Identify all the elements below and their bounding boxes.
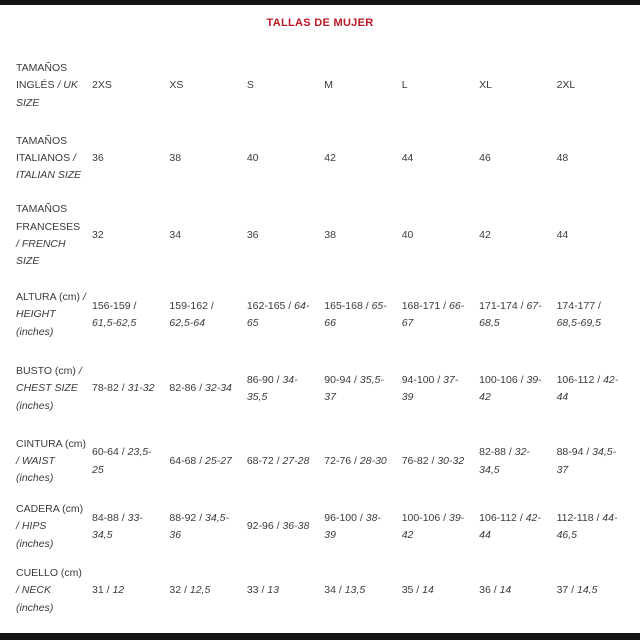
row-label-spanish: CUELLO (cm) xyxy=(16,567,82,580)
cell-value-cm: 72-76 / xyxy=(324,454,360,467)
cell-value-cm: 60-64 / xyxy=(92,446,128,459)
row-label-spanish: TAMAÑOS INGLÉS xyxy=(16,62,68,92)
row-label-english: / WAIST (inches) xyxy=(16,454,55,485)
table-cell xyxy=(247,518,324,535)
table-cell xyxy=(479,510,556,545)
cell-value-inches: 34,5-37 xyxy=(556,446,617,476)
cell-value-cm: 171-174 / xyxy=(479,299,527,312)
cell-value-cm: L xyxy=(401,79,408,92)
cell-value-inches: 12,5 xyxy=(189,584,211,597)
table-row xyxy=(16,278,634,352)
row-label-english: / CHEST SIZE (inches) xyxy=(16,365,82,412)
cell-value-cm: 82-88 / xyxy=(479,446,515,459)
cell-value-inches: 61,5-62,5 xyxy=(92,317,137,329)
cell-value-cm: 64-68 / xyxy=(169,454,206,467)
cell-value-cm: 76-82 / xyxy=(401,454,438,467)
cell-value-cm: 165-168 / xyxy=(324,299,372,312)
cell-value-inches: 32-34 xyxy=(205,382,232,395)
size-table xyxy=(0,49,640,625)
row-label xyxy=(16,289,92,341)
table-cell xyxy=(169,582,246,599)
cell-value-cm: 156-159 / xyxy=(92,299,137,312)
cell-value-inches: 39-42 xyxy=(479,373,542,403)
cell-value-cm: 36 xyxy=(246,229,259,242)
cell-value-inches: 27-28 xyxy=(282,454,310,467)
table-row xyxy=(16,557,634,625)
table-cell xyxy=(479,372,556,407)
table-cell xyxy=(247,150,324,167)
cell-value-inches: 14 xyxy=(499,584,512,597)
table-row xyxy=(16,352,634,426)
cell-value-cm: 32 / xyxy=(169,584,190,597)
row-label-english: / NECK (inches) xyxy=(16,584,54,614)
cell-value-inches: 30-32 xyxy=(437,454,465,467)
row-label-english: / ITALIAN SIZE xyxy=(16,151,82,182)
cell-value-cm: 82-86 / xyxy=(169,382,206,395)
cell-value-cm: 34 xyxy=(169,229,182,242)
table-cell xyxy=(402,453,479,470)
cell-value-cm: 31 / xyxy=(92,584,113,597)
row-label xyxy=(16,60,92,112)
table-cell xyxy=(557,372,634,407)
table-row xyxy=(16,49,634,123)
row-label-english: / FRENCH SIZE xyxy=(16,238,66,268)
table-cell xyxy=(557,582,634,599)
top-border xyxy=(0,0,640,5)
table-row xyxy=(16,426,634,497)
table-cell xyxy=(402,372,479,407)
cell-value-inches: 39-42 xyxy=(401,511,465,541)
table-cell xyxy=(479,444,556,479)
cell-value-cm: 38 xyxy=(324,229,336,242)
cell-value-cm: 106-112 / xyxy=(479,511,526,524)
table-cell xyxy=(557,77,634,94)
cell-value-cm: 94-100 / xyxy=(401,373,444,386)
table-cell xyxy=(324,510,401,545)
cell-value-inches: 28-30 xyxy=(359,454,387,467)
table-cell xyxy=(402,582,479,599)
row-label xyxy=(16,436,92,488)
table-cell xyxy=(479,298,556,333)
table-cell xyxy=(169,227,246,244)
cell-value-cm: 44 xyxy=(401,151,414,164)
table-cell xyxy=(324,150,401,167)
cell-value-cm: 37 / xyxy=(556,584,577,597)
table-cell xyxy=(169,510,246,545)
table-cell xyxy=(479,150,556,167)
table-cell xyxy=(169,380,246,397)
table-cell xyxy=(324,227,401,244)
cell-value-inches: 36-38 xyxy=(282,520,310,533)
table-cell xyxy=(557,150,634,167)
page-title: TALLAS DE MUJER xyxy=(266,17,374,29)
cell-value-cm: XS xyxy=(169,79,184,92)
cell-value-cm: 162-165 / xyxy=(246,299,295,312)
table-cell xyxy=(169,298,246,333)
cell-value-inches: 62,5-64 xyxy=(169,317,206,329)
cell-value-cm: 78-82 / xyxy=(92,382,128,395)
table-row xyxy=(16,497,634,557)
bottom-border xyxy=(0,633,640,640)
table-cell xyxy=(247,372,324,407)
cell-value-inches: 37-39 xyxy=(401,373,459,403)
row-label xyxy=(16,133,92,185)
cell-value-inches: 65-66 xyxy=(324,299,387,329)
table-cell xyxy=(92,298,169,333)
table-cell xyxy=(479,582,556,599)
cell-value-inches: 12 xyxy=(112,584,125,597)
cell-value-cm: 174-177 / xyxy=(556,299,601,312)
table-cell xyxy=(92,444,169,479)
cell-value-inches: 14 xyxy=(422,584,434,597)
cell-value-cm: 32 xyxy=(92,229,104,242)
cell-value-cm: 38 xyxy=(169,151,182,164)
cell-value-cm: 34 / xyxy=(324,584,345,597)
row-label-english: / UK SIZE xyxy=(16,79,78,109)
cell-value-inches: 32-34,5 xyxy=(479,446,530,476)
table-cell xyxy=(92,77,169,94)
table-cell xyxy=(247,298,324,333)
cell-value-cm: 33 / xyxy=(246,584,268,597)
cell-value-cm: 90-94 / xyxy=(324,373,360,386)
cell-value-inches: 34-35,5 xyxy=(246,373,298,403)
table-cell xyxy=(402,510,479,545)
table-cell xyxy=(169,77,246,94)
table-cell xyxy=(324,453,401,470)
cell-value-cm: 2XL xyxy=(556,79,576,92)
table-cell xyxy=(402,77,479,94)
table-cell xyxy=(247,453,324,470)
table-cell xyxy=(324,77,401,94)
row-label-spanish: CADERA (cm) xyxy=(16,503,84,516)
table-cell xyxy=(92,582,169,599)
cell-value-inches: 25-27 xyxy=(205,454,232,467)
cell-value-cm: 36 / xyxy=(479,584,500,597)
cell-value-cm: 36 xyxy=(92,151,104,164)
row-label-spanish: TAMAÑOS FRANCESES xyxy=(16,203,81,233)
cell-value-inches: 23,5-25 xyxy=(92,446,152,476)
cell-value-cm: 86-90 / xyxy=(246,373,283,386)
cell-value-inches: 66-67 xyxy=(401,299,465,329)
row-label-spanish: TAMAÑOS ITALIANOS xyxy=(16,134,73,164)
table-cell xyxy=(557,444,634,479)
table-row xyxy=(16,123,634,194)
cell-value-inches: 44-46,5 xyxy=(556,511,618,541)
cell-value-inches: 42-44 xyxy=(479,511,541,541)
cell-value-cm: 88-94 / xyxy=(556,446,593,459)
row-label-spanish: ALTURA (cm) xyxy=(16,291,83,304)
cell-value-inches: 42-44 xyxy=(556,373,619,403)
cell-value-cm: 48 xyxy=(556,151,569,164)
cell-value-inches: 67-68,5 xyxy=(479,299,542,329)
cell-value-cm: 96-100 / xyxy=(324,511,366,524)
cell-value-cm: 40 xyxy=(401,229,414,242)
table-row xyxy=(16,194,634,278)
table-cell xyxy=(169,453,246,470)
table-cell xyxy=(247,77,324,94)
cell-value-cm: S xyxy=(246,79,254,92)
table-cell xyxy=(324,372,401,407)
table-cell xyxy=(324,298,401,333)
table-cell xyxy=(402,298,479,333)
cell-value-inches: 64-65 xyxy=(246,299,310,329)
cell-value-inches: 14,5 xyxy=(577,584,598,597)
row-label-spanish: BUSTO (cm) xyxy=(16,365,79,378)
table-cell xyxy=(92,150,169,167)
cell-value-inches: 35,5-37 xyxy=(324,373,384,403)
cell-value-cm: M xyxy=(324,79,334,92)
cell-value-inches: 13,5 xyxy=(344,584,366,597)
cell-value-cm: 40 xyxy=(246,151,259,164)
cell-value-cm: 159-162 / xyxy=(169,299,214,312)
cell-value-inches: 33-34,5 xyxy=(92,511,143,541)
row-label-english: / HEIGHT (inches) xyxy=(16,291,86,338)
cell-value-cm: 106-112 / xyxy=(556,373,604,386)
cell-value-cm: XL xyxy=(479,79,492,92)
cell-value-cm: 68-72 / xyxy=(246,454,283,467)
row-label xyxy=(16,363,92,415)
table-cell xyxy=(92,380,169,397)
table-cell xyxy=(479,227,556,244)
cell-value-cm: 88-92 / xyxy=(169,511,206,524)
row-label-spanish: CINTURA (cm) xyxy=(16,437,86,450)
table-cell xyxy=(557,298,634,333)
cell-value-cm: 168-171 / xyxy=(401,299,449,312)
table-cell xyxy=(247,227,324,244)
cell-value-cm: 100-106 / xyxy=(401,511,449,524)
table-cell xyxy=(169,150,246,167)
cell-value-cm: 100-106 / xyxy=(479,373,527,386)
row-label-english: / HIPS (inches) xyxy=(16,520,54,550)
row-label xyxy=(16,501,92,553)
cell-value-cm: 42 xyxy=(479,229,491,242)
cell-value-inches: 38-39 xyxy=(324,511,381,541)
cell-value-cm: 112-118 / xyxy=(556,511,603,524)
cell-value-cm: 46 xyxy=(479,151,491,164)
cell-value-inches: 13 xyxy=(267,584,279,597)
cell-value-inches: 34,5-36 xyxy=(169,511,229,541)
table-cell xyxy=(557,510,634,545)
table-cell xyxy=(402,227,479,244)
cell-value-cm: 42 xyxy=(324,151,336,164)
row-label xyxy=(16,201,92,270)
cell-value-inches: 31-32 xyxy=(127,382,155,395)
cell-value-cm: 92-96 / xyxy=(246,520,283,533)
cell-value-inches: 68,5-69,5 xyxy=(556,317,601,329)
table-cell xyxy=(92,227,169,244)
row-label xyxy=(16,565,92,617)
table-cell xyxy=(557,227,634,244)
table-cell xyxy=(402,150,479,167)
cell-value-cm: 2XS xyxy=(92,79,112,92)
table-cell xyxy=(324,582,401,599)
table-cell xyxy=(92,510,169,545)
cell-value-cm: 35 / xyxy=(401,584,423,597)
cell-value-cm: 44 xyxy=(556,229,569,242)
table-cell xyxy=(479,77,556,94)
table-cell xyxy=(247,582,324,599)
cell-value-cm: 84-88 / xyxy=(92,511,128,524)
